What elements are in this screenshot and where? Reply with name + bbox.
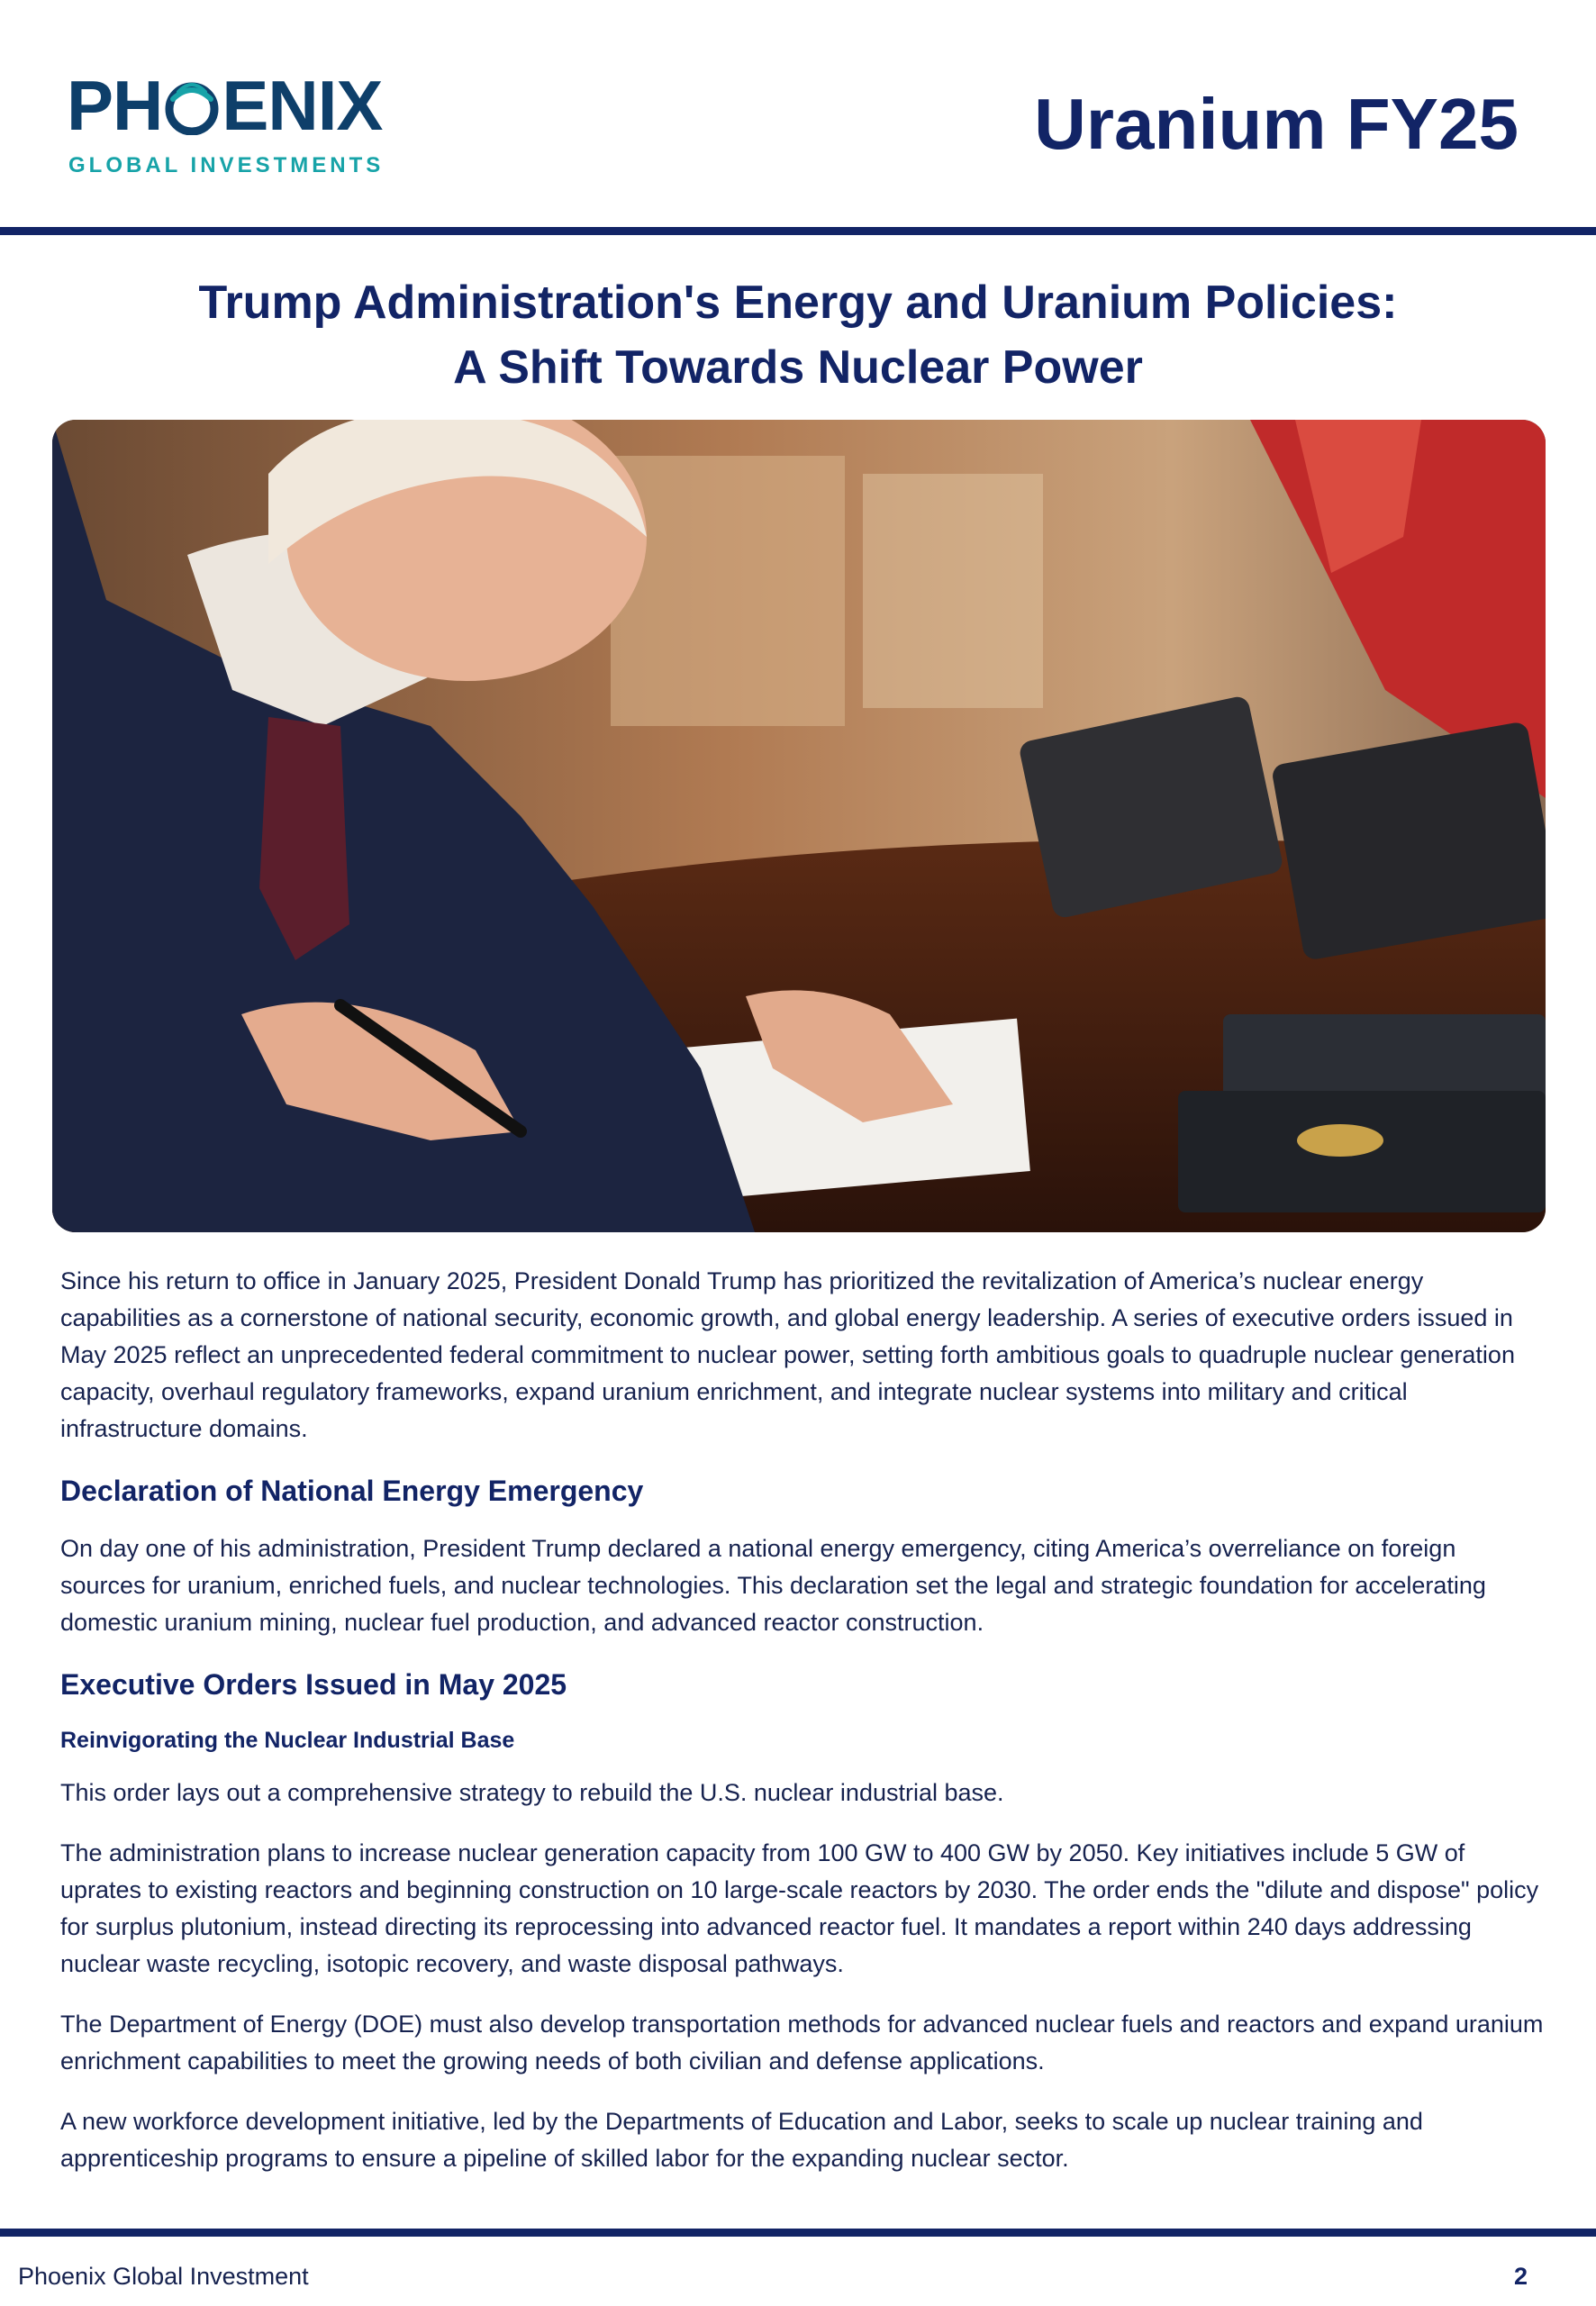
document-tag: Uranium FY25 (1034, 84, 1519, 164)
logo-text-right: ENIX (222, 66, 383, 145)
article-headline (54, 270, 1542, 400)
workforce-paragraph: A new workforce development initiative, led by the Departments of Education and Labor, seeks to scale up nuclear training and apprenticeship programs to ensure a pipeline of skilled labor for the expanding nuclear sector. (60, 2108, 1423, 2172)
headline-line-2: A Shift Towards Nuclear Power (453, 341, 1143, 394)
photo-president-signing-order-icon (52, 420, 1546, 1232)
section-heading-energy-emergency: Declaration of National Energy Emergency (60, 1475, 644, 1507)
industrial-base-paragraph: This order lays out a comprehensive strategy to rebuild the U.S. nuclear industrial base. (60, 1779, 1004, 1806)
phoenix-logo (67, 66, 385, 178)
intro-paragraph: Since his return to office in January 2025, President Donald Trump has prioritized the revitalization of America’s nuclear energy capabilities as a cornerstone of national security, economic growth, and global energy leadership. A series of executive orders issued in May 2025 reflect an unprecedented federal commitment to nuclear power, setting forth ambitious goals to quadruple nuclear generation capacity, overhaul regulatory frameworks, expand uranium enrichment, and integrate nuclear systems into military and critical infrastructure domains. (60, 1267, 1515, 1442)
subsection-heading-industrial-base: Reinvigorating the Nuclear Industrial Base (60, 1728, 515, 1753)
header-divider (0, 227, 1596, 235)
article-body (60, 1263, 1546, 2201)
logo-subtitle: GLOBAL INVESTMENTS (68, 153, 385, 177)
logo-text-left: PH (67, 66, 163, 145)
section-heading-executive-orders: Executive Orders Issued in May 2025 (60, 1668, 567, 1701)
footer-divider (0, 2229, 1596, 2237)
doe-paragraph: The Department of Energy (DOE) must also develop transportation methods for advanced nuclear fuels and reactors and expand uranium enrichment capabilities to meet the growing needs of both civilian and defense applications. (60, 2011, 1544, 2074)
energy-emergency-paragraph: On day one of his administration, President Trump declared a national energy emergency, citing America’s overreliance on foreign sources for uranium, enriched fuels, and nuclear technologies. This declaration set the legal and strategic foundation for accelerating domestic uranium mining, nuclear fuel production, and advanced reactor construction. (60, 1535, 1486, 1636)
logo-wordmark (67, 66, 383, 145)
logo-ring-icon (164, 76, 220, 132)
page-header (0, 0, 1596, 227)
capacity-paragraph: The administration plans to increase nuclear generation capacity from 100 GW to 400 GW by 2050. Key initiatives include 5 GW of uprates to existing reactors and beginning construction on 10 large-scale reactors by 2030. The order ends the "dilute and dispose" policy for surplus plutonium, instead directing its reprocessing into advanced reactor fuel. It mandates a report within 240 days addressing nuclear waste recycling, isotopic recovery, and waste disposal pathways. (60, 1839, 1539, 1977)
headline-line-1: Trump Administration's Energy and Uranium Policies: (198, 277, 1398, 329)
page-number: 2 (1513, 2263, 1528, 2290)
article-photo (52, 420, 1546, 1232)
footer-company: Phoenix Global Investment (18, 2263, 309, 2290)
